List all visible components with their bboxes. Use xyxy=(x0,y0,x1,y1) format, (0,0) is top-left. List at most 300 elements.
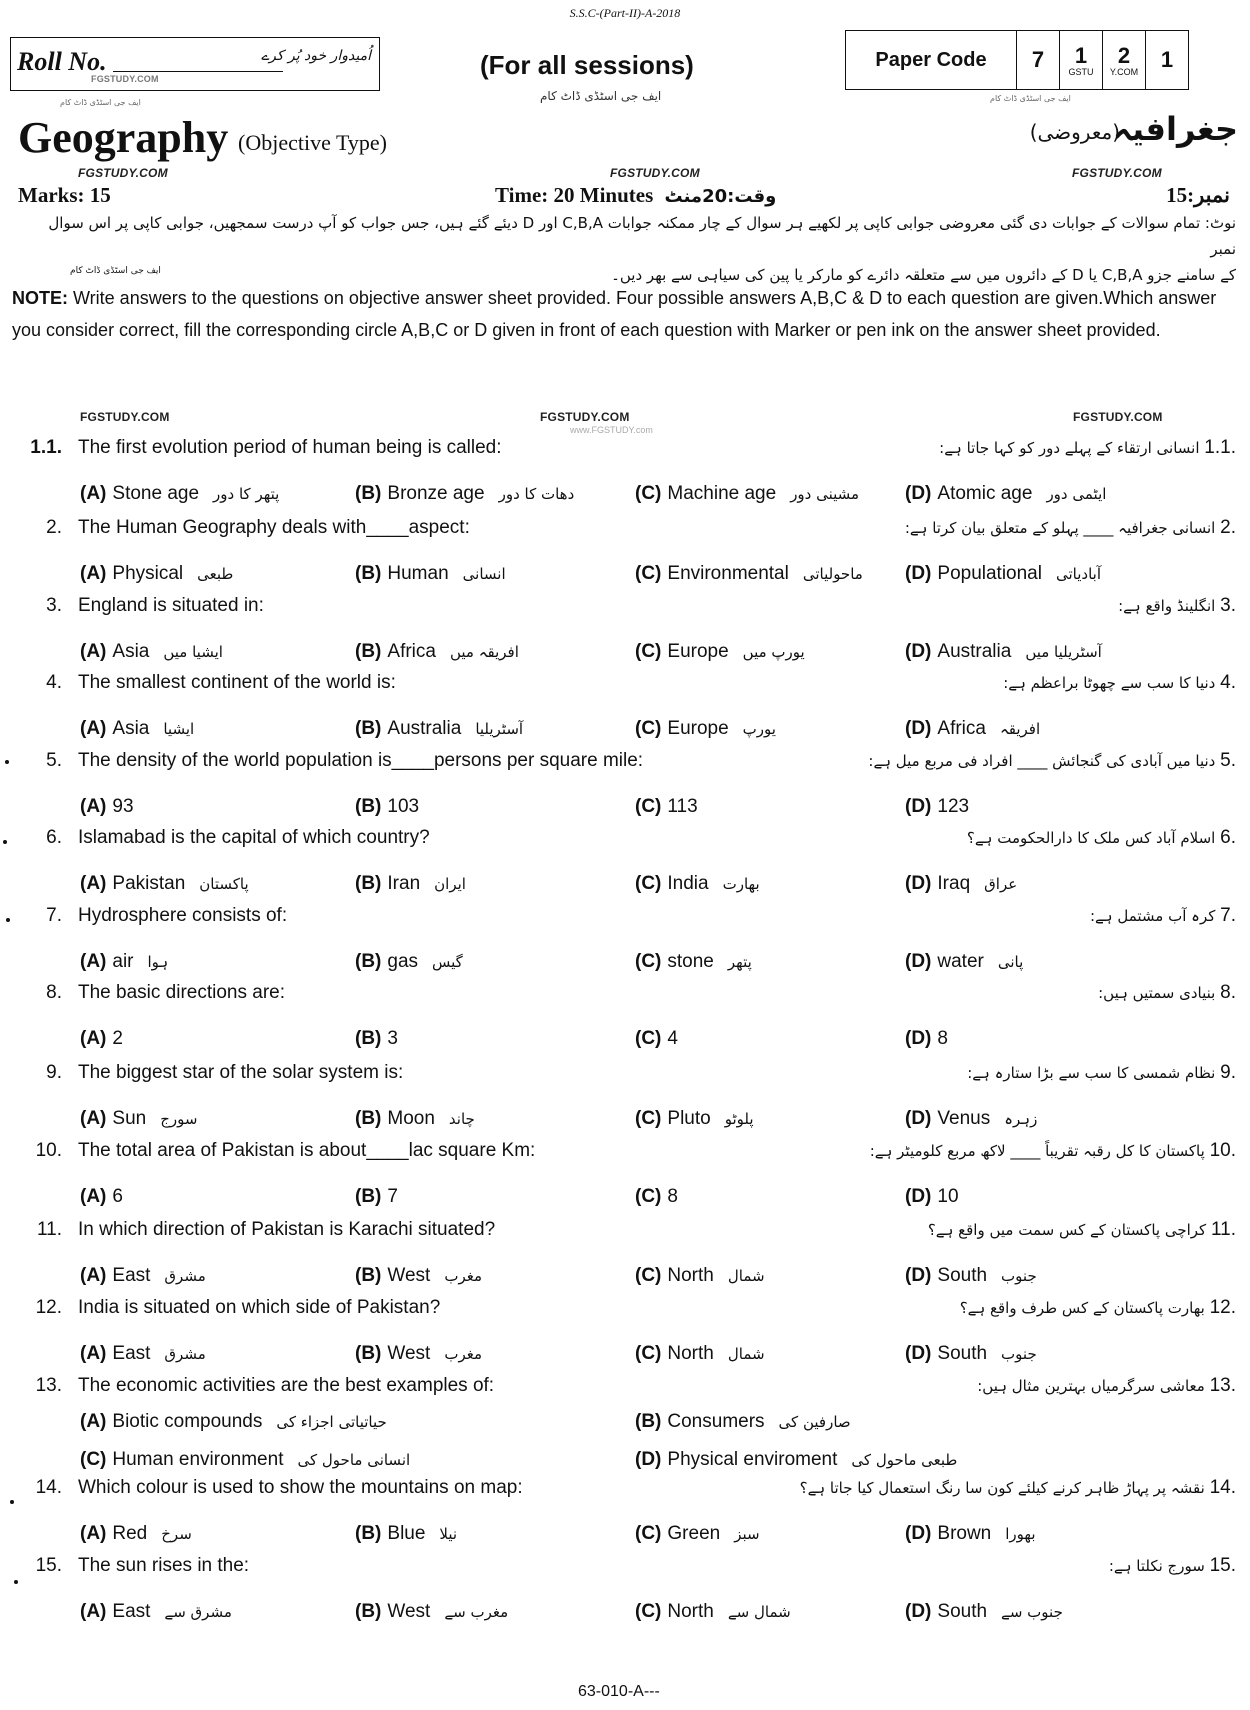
option-c[interactable] xyxy=(635,1186,678,1208)
option-label: (C) xyxy=(635,483,662,504)
question-text-urdu: .15 سورج نکلتا ہے: xyxy=(1108,1555,1236,1576)
option-label: (C) xyxy=(635,563,662,584)
option-text-urdu: مشرق سے xyxy=(164,1603,232,1621)
option-a[interactable] xyxy=(80,1265,206,1287)
option-label: (A) xyxy=(80,951,107,972)
paper-code-label: Paper Code xyxy=(875,48,987,71)
option-b[interactable] xyxy=(355,1265,482,1287)
option-text: 2 xyxy=(112,1028,123,1049)
option-label: (A) xyxy=(80,1523,107,1544)
option-text: Red xyxy=(112,1523,148,1544)
option-label: (C) xyxy=(635,1343,662,1364)
option-text: 10 xyxy=(937,1186,959,1207)
option-label: (C) xyxy=(635,1186,662,1207)
option-label: (A) xyxy=(80,1411,107,1432)
option-text-urdu: پلوٹو xyxy=(724,1110,754,1128)
option-label: (B) xyxy=(355,1108,382,1129)
option-label: (C) xyxy=(635,1028,662,1049)
option-label: (B) xyxy=(355,951,382,972)
question-text: The basic directions are: xyxy=(78,982,285,1003)
question-text-urdu: .12 بھارت پاکستان کے کس طرف واقع ہے؟ xyxy=(959,1297,1236,1318)
question-number: 10. xyxy=(35,1140,62,1161)
option-text-urdu: حیاتیاتی اجزاء کی xyxy=(276,1413,387,1431)
option-text: Consumers xyxy=(667,1411,765,1432)
option-text: West xyxy=(387,1265,431,1286)
option-text: Europe xyxy=(667,718,729,739)
option-label: (D) xyxy=(905,641,932,662)
watermark: FGSTUDY.COM xyxy=(78,166,168,180)
option-label: (D) xyxy=(905,951,932,972)
option-label: (B) xyxy=(355,1265,382,1286)
instructions-english: NOTE: Write answers to the questions on objective answer sheet provided. Four possible answers A,B,C & D to each question are given.Which answer you consider correct, fill the corresponding circle A,B,C or D given in front of each question with Marker or pen ink on the answer sheet provided. xyxy=(12,288,1217,340)
option-text-urdu: مغرب سے xyxy=(444,1603,509,1621)
question-number: 5. xyxy=(46,750,62,771)
question-text: In which direction of Pakistan is Karachi situated? xyxy=(78,1219,496,1240)
paper-code-box xyxy=(845,30,1189,90)
option-a[interactable] xyxy=(80,951,168,973)
option-label: (C) xyxy=(80,1449,107,1470)
option-d[interactable] xyxy=(905,1523,1036,1545)
question-text: The biggest star of the solar system is: xyxy=(78,1062,404,1083)
option-a[interactable] xyxy=(80,1108,197,1130)
option-text-urdu: مشینی دور xyxy=(790,485,860,503)
option-text: Australia xyxy=(387,718,462,739)
watermark: FGSTUDY.COM xyxy=(540,410,630,424)
option-b[interactable] xyxy=(355,483,574,505)
option-a[interactable] xyxy=(80,1028,123,1050)
option-b[interactable] xyxy=(355,1601,508,1623)
option-b[interactable] xyxy=(355,951,463,973)
watermark-urdu: ایف جی اسٹڈی ڈاٹ کام xyxy=(70,266,161,276)
option-c[interactable] xyxy=(635,1108,754,1130)
option-text: Machine age xyxy=(667,483,777,504)
question-text-urdu: .14 نقشہ پر پہاڑ ظاہر کرنے کیلئے کون سا رنگ استعمال کیا جاتا ہے؟ xyxy=(799,1477,1236,1498)
footer-code: 63-010-A--- xyxy=(578,1683,660,1700)
option-text: North xyxy=(667,1265,714,1286)
option-c[interactable] xyxy=(635,951,752,973)
watermark: FGSTUDY.COM xyxy=(1073,410,1163,424)
option-text: Populational xyxy=(937,563,1042,584)
option-text: Physical xyxy=(112,563,184,584)
option-b[interactable] xyxy=(355,1343,482,1365)
question-text: The sun rises in the: xyxy=(78,1555,250,1576)
option-text: 113 xyxy=(667,796,698,817)
question-number: 14. xyxy=(35,1477,62,1498)
option-d[interactable] xyxy=(905,718,1040,740)
option-a[interactable] xyxy=(80,796,134,818)
option-text: stone xyxy=(667,951,714,972)
option-label: (B) xyxy=(355,1343,382,1364)
watermark-small: www.FGSTUDY.com xyxy=(570,425,653,435)
question-text-urdu: .13 معاشی سرگرمیاں بہترین مثال ہیں: xyxy=(977,1375,1236,1396)
option-label: (B) xyxy=(355,873,382,894)
option-label: (B) xyxy=(355,1028,382,1049)
option-label: (D) xyxy=(905,1186,932,1207)
sessions-heading: (For all sessions) xyxy=(480,50,694,80)
option-text: South xyxy=(937,1601,988,1622)
option-label: (B) xyxy=(635,1411,662,1432)
question-text: The smallest continent of the world is: xyxy=(78,672,396,693)
option-text: Australia xyxy=(937,641,1012,662)
scan-dot xyxy=(14,1580,18,1584)
option-text-urdu: پاکستان xyxy=(199,875,249,893)
option-text-urdu: ایشیا میں xyxy=(163,643,223,661)
option-c[interactable] xyxy=(635,1028,678,1050)
option-c[interactable] xyxy=(635,718,776,740)
subject-title: Geography xyxy=(18,113,229,162)
question-text-urdu: .9 نظام شمسی کا سب سے بڑا ستارہ ہے: xyxy=(967,1062,1236,1083)
option-a[interactable] xyxy=(80,1523,192,1545)
option-text: West xyxy=(387,1343,431,1364)
question-text: The total area of Pakistan is about____lac square Km: xyxy=(78,1140,536,1161)
option-d[interactable] xyxy=(905,951,1023,973)
question-text: The density of the world population is____persons per square mile: xyxy=(78,750,644,771)
scan-dot xyxy=(10,1500,14,1504)
option-d[interactable] xyxy=(905,1601,1063,1623)
option-label: (D) xyxy=(905,1523,932,1544)
watermark: FGSTUDY.COM xyxy=(610,166,700,180)
paper-code-digit: 1 xyxy=(1145,31,1188,89)
option-b[interactable] xyxy=(355,1523,457,1545)
option-text: Africa xyxy=(937,718,986,739)
option-text: East xyxy=(112,1343,151,1364)
option-label: (D) xyxy=(905,483,932,504)
option-d[interactable] xyxy=(905,1028,948,1050)
option-label: (B) xyxy=(355,641,382,662)
option-label: (D) xyxy=(905,1108,932,1129)
question-text-urdu: .7 کرہ آب مشتمل ہے: xyxy=(1089,905,1236,926)
option-text-urdu: دھات کا دور xyxy=(498,485,575,503)
option-text: Asia xyxy=(112,641,150,662)
option-text: Blue xyxy=(387,1523,426,1544)
option-text: Europe xyxy=(667,641,729,662)
option-text-urdu: یورپ xyxy=(742,720,776,738)
option-label: (D) xyxy=(905,1265,932,1286)
option-text: Moon xyxy=(387,1108,435,1129)
watermark: FGSTUDY.COM xyxy=(91,74,159,84)
option-text: West xyxy=(387,1601,431,1622)
option-text-urdu: شمال xyxy=(727,1345,765,1363)
option-text-urdu: یورپ میں xyxy=(742,643,805,661)
option-text-urdu: طبعی ماحول کی xyxy=(851,1451,958,1469)
question-number: 11. xyxy=(36,1219,62,1240)
option-d[interactable] xyxy=(905,1186,959,1208)
option-text-urdu: جنوب xyxy=(1001,1267,1037,1285)
option-c[interactable] xyxy=(80,1449,410,1471)
question-text: Islamabad is the capital of which country? xyxy=(78,827,430,848)
option-text: South xyxy=(937,1343,988,1364)
option-text-urdu: انسانی xyxy=(462,565,506,583)
option-text-urdu: سرخ xyxy=(161,1525,192,1543)
option-text: North xyxy=(667,1343,714,1364)
option-label: (A) xyxy=(80,873,107,894)
option-d[interactable] xyxy=(905,1265,1037,1287)
option-text-urdu: بھورا xyxy=(1005,1525,1036,1543)
option-d[interactable] xyxy=(635,1449,957,1471)
question-number: 7. xyxy=(46,905,62,926)
option-label: (A) xyxy=(80,1343,107,1364)
option-a[interactable] xyxy=(80,563,233,585)
option-a[interactable] xyxy=(80,718,194,740)
option-text-urdu: افریقہ xyxy=(999,720,1041,738)
option-text-urdu: چاند xyxy=(448,1110,475,1128)
option-c[interactable] xyxy=(635,1523,760,1545)
watermark: FGSTUDY.COM xyxy=(80,410,170,424)
option-text: Biotic compounds xyxy=(112,1411,263,1432)
roll-number-label: Roll No. xyxy=(17,47,107,76)
option-text-urdu: ایٹمی دور xyxy=(1046,485,1107,503)
option-d[interactable] xyxy=(905,796,969,818)
option-text: Green xyxy=(667,1523,721,1544)
option-label: (D) xyxy=(905,1601,932,1622)
option-label: (A) xyxy=(80,796,107,817)
roll-number-urdu-label: اُمیدوار خود پُر کرے xyxy=(260,48,371,64)
option-b[interactable] xyxy=(355,796,419,818)
option-text-urdu: ایشیا xyxy=(163,720,195,738)
option-text: India xyxy=(667,873,709,894)
option-text-urdu: شمال سے xyxy=(727,1603,791,1621)
option-b[interactable] xyxy=(355,718,523,740)
question-number: 15. xyxy=(35,1555,62,1576)
option-text: 3 xyxy=(387,1028,398,1049)
option-text: Brown xyxy=(937,1523,992,1544)
option-text: water xyxy=(937,951,984,972)
option-d[interactable] xyxy=(905,563,1101,585)
question-number: 6. xyxy=(46,827,62,848)
option-text: North xyxy=(667,1601,714,1622)
option-d[interactable] xyxy=(905,641,1102,663)
scan-dot xyxy=(5,760,9,764)
watermark-urdu: ایف جی اسٹڈی ڈاٹ کام xyxy=(990,94,1071,103)
option-b[interactable] xyxy=(635,1411,851,1433)
option-label: (D) xyxy=(905,873,932,894)
option-text-urdu: ہوا xyxy=(147,953,169,971)
option-text-urdu: مشرق xyxy=(164,1267,206,1285)
question-text-urdu: .4 دنیا کا سب سے چھوٹا براعظم ہے: xyxy=(1003,672,1236,693)
option-text: Physical enviroment xyxy=(667,1449,838,1470)
option-text: 103 xyxy=(387,796,420,817)
paper-code-digit: 7 xyxy=(1016,31,1059,89)
option-text-urdu: افریقہ میں xyxy=(449,643,519,661)
sessions-urdu-watermark: ایف جی اسٹڈی ڈاٹ کام xyxy=(540,89,662,103)
option-text-urdu: پانی xyxy=(997,953,1024,971)
option-text: 4 xyxy=(667,1028,678,1049)
option-text-urdu: مغرب xyxy=(444,1267,482,1285)
question-text: The first evolution period of human being is called: xyxy=(78,437,502,458)
question-number: 2. xyxy=(46,517,62,538)
option-label: (A) xyxy=(80,1108,107,1129)
option-label: (A) xyxy=(80,641,107,662)
option-d[interactable] xyxy=(905,873,1017,895)
option-c[interactable] xyxy=(635,1265,765,1287)
option-text-urdu: پتھر کا دور xyxy=(213,485,280,503)
option-label: (D) xyxy=(905,718,932,739)
option-text-urdu: ایران xyxy=(434,875,466,893)
option-label: (A) xyxy=(80,718,107,739)
option-label: (B) xyxy=(355,1186,382,1207)
option-b[interactable] xyxy=(355,1186,398,1208)
roll-number-field[interactable] xyxy=(113,71,283,72)
option-b[interactable] xyxy=(355,1108,475,1130)
option-a[interactable] xyxy=(80,1601,232,1623)
question-text: Hydrosphere consists of: xyxy=(78,905,288,926)
option-text: Asia xyxy=(112,718,150,739)
option-text: 123 xyxy=(937,796,970,817)
option-c[interactable] xyxy=(635,641,805,663)
option-c[interactable] xyxy=(635,563,863,585)
option-text-urdu: سورج xyxy=(160,1110,198,1128)
option-label: (D) xyxy=(635,1449,662,1470)
question-number: 12. xyxy=(35,1297,62,1318)
option-text-urdu: سبز xyxy=(734,1525,760,1543)
option-text-urdu: نیلا xyxy=(439,1525,458,1543)
option-text: gas xyxy=(387,951,419,972)
option-text: air xyxy=(112,951,134,972)
option-label: (C) xyxy=(635,718,662,739)
option-label: (C) xyxy=(635,873,662,894)
option-label: (C) xyxy=(635,1601,662,1622)
option-text: Pakistan xyxy=(112,873,186,894)
roll-number-box xyxy=(10,37,380,91)
scan-dot xyxy=(6,918,10,922)
option-label: (A) xyxy=(80,563,107,584)
option-text: 93 xyxy=(112,796,134,817)
option-label: (D) xyxy=(905,796,932,817)
option-label: (D) xyxy=(905,1343,932,1364)
option-a[interactable] xyxy=(80,483,279,505)
option-c[interactable] xyxy=(635,1601,791,1623)
option-text: Venus xyxy=(937,1108,991,1129)
option-text: 7 xyxy=(387,1186,398,1207)
option-b[interactable] xyxy=(355,873,466,895)
option-text-urdu: بھارت xyxy=(722,875,760,893)
option-text: Human environment xyxy=(112,1449,284,1470)
option-text-urdu: جنوب سے xyxy=(1001,1603,1063,1621)
option-label: (B) xyxy=(355,1523,382,1544)
option-label: (C) xyxy=(635,796,662,817)
option-text-urdu: گیس xyxy=(432,953,463,971)
subject-title-urdu: جغرافیہ xyxy=(1113,110,1238,148)
option-text: Sun xyxy=(112,1108,147,1129)
option-text: South xyxy=(937,1265,988,1286)
option-label: (A) xyxy=(80,1601,107,1622)
option-text-urdu: عراق xyxy=(984,875,1018,893)
question-text-urdu: .1.1 انسانی ارتقاء کے پہلے دور کو کہا جاتا ہے: xyxy=(939,437,1236,458)
option-text-urdu: شمال xyxy=(727,1267,765,1285)
option-label: (D) xyxy=(905,563,932,584)
option-text: Bronze age xyxy=(387,483,485,504)
question-text: India is situated on which side of Pakistan? xyxy=(78,1297,441,1318)
option-a[interactable] xyxy=(80,873,249,895)
option-b[interactable] xyxy=(355,1028,398,1050)
paper-reference: S.S.C-(Part-II)-A-2018 xyxy=(569,6,681,20)
question-text: England is situated in: xyxy=(78,595,264,616)
scan-dot xyxy=(3,840,7,844)
option-c[interactable] xyxy=(635,796,698,818)
question-text-urdu: .10 پاکستان کا کل رقبہ تقریباً ____ لاکھ مربع کلومیٹر ہے: xyxy=(869,1140,1236,1161)
option-label: (C) xyxy=(635,1108,662,1129)
question-text: Which colour is used to show the mountains on map: xyxy=(78,1477,523,1498)
option-a[interactable] xyxy=(80,641,223,663)
option-text: East xyxy=(112,1265,151,1286)
subject-type: (Objective Type) xyxy=(238,130,387,155)
option-label: (A) xyxy=(80,1028,107,1049)
option-text: 8 xyxy=(937,1028,948,1049)
option-text: Africa xyxy=(387,641,436,662)
paper-code-digit: 2 Y.COM xyxy=(1102,31,1145,89)
question-number: 1.1. xyxy=(30,437,62,458)
option-d[interactable] xyxy=(905,1108,1037,1130)
option-text: East xyxy=(112,1601,151,1622)
option-text: Environmental xyxy=(667,563,789,584)
watermark-urdu: ایف جی اسٹڈی ڈاٹ کام xyxy=(60,98,141,107)
question-text-urdu: .6 اسلام آباد کس ملک کا دارالحکومت ہے؟ xyxy=(966,827,1236,848)
option-label: (C) xyxy=(635,1523,662,1544)
option-text-urdu: ماحولیاتی xyxy=(802,565,863,583)
question-number: 8. xyxy=(46,982,62,1003)
option-c[interactable] xyxy=(635,483,859,505)
option-text-urdu: آسٹریلیا میں xyxy=(1025,643,1102,661)
option-text-urdu: پتھر xyxy=(727,953,752,971)
instructions-urdu: نوٹ: تمام سوالات کے جوابات دی گئی معروضی جوابی کاپی پر لکھیے ہر سوال کے چار ممکنہ جوابات C,B,A اور D دیئے گئے ہیں، جس جواب کو آپ درست سمجھیں، جوابی کاپی پر اس سوال نمبر کے سامنے جزو C,B,A یا D کے دائروں میں سے متعلقہ دائرے کو مارکر یا پین کی سیاہی سے بھر دیں۔ xyxy=(48,214,1236,284)
option-text-urdu: زہرہ xyxy=(1004,1110,1038,1128)
option-a[interactable] xyxy=(80,1186,123,1208)
question-text: The economic activities are the best examples of: xyxy=(78,1375,495,1396)
option-label: (B) xyxy=(355,718,382,739)
option-label: (C) xyxy=(635,641,662,662)
option-d[interactable] xyxy=(905,1343,1037,1365)
option-label: (B) xyxy=(355,563,382,584)
option-label: (D) xyxy=(905,1028,932,1049)
option-text-urdu: مشرق xyxy=(164,1345,206,1363)
option-d[interactable] xyxy=(905,483,1106,505)
option-b[interactable] xyxy=(355,563,506,585)
option-c[interactable] xyxy=(635,1343,765,1365)
question-text-urdu: .8 بنیادی سمتیں ہیں: xyxy=(1098,982,1236,1003)
option-b[interactable] xyxy=(355,641,519,663)
watermark: FGSTUDY.COM xyxy=(1072,166,1162,180)
option-text-urdu: صارفین کی xyxy=(778,1413,851,1431)
option-label: (A) xyxy=(80,1186,107,1207)
option-text: Stone age xyxy=(112,483,200,504)
option-text: Atomic age xyxy=(937,483,1033,504)
option-text-urdu: جنوب xyxy=(1001,1345,1037,1363)
question-text-urdu: .11 کراچی پاکستان کے کس سمت میں واقع ہے؟ xyxy=(927,1219,1236,1240)
option-a[interactable] xyxy=(80,1411,387,1433)
option-label: (B) xyxy=(355,483,382,504)
option-text: Iraq xyxy=(937,873,971,894)
option-text: Human xyxy=(387,563,449,584)
option-a[interactable] xyxy=(80,1343,206,1365)
option-text: Pluto xyxy=(667,1108,711,1129)
marks: Marks: 15 xyxy=(18,183,111,207)
option-text-urdu: مغرب xyxy=(444,1345,482,1363)
subject-type-urdu: (معروضی) xyxy=(1029,120,1120,144)
option-text: 6 xyxy=(112,1186,123,1207)
time-allowed: Time: 20 Minutes وقت:20منٹ xyxy=(495,183,777,207)
question-text-urdu: .5 دنیا میں آبادی کی گنجائش ____ افراد فی مربع میل ہے: xyxy=(868,750,1236,771)
paper-code-digit: 1 GSTU xyxy=(1059,31,1102,89)
question-number: 3. xyxy=(46,595,62,616)
option-text: 8 xyxy=(667,1186,678,1207)
option-c[interactable] xyxy=(635,873,760,895)
option-label: (C) xyxy=(635,1265,662,1286)
option-text-urdu: طبعی xyxy=(197,565,234,583)
option-label: (B) xyxy=(355,796,382,817)
option-text: Iran xyxy=(387,873,421,894)
question-number: 4. xyxy=(46,672,62,693)
option-label: (A) xyxy=(80,1265,107,1286)
